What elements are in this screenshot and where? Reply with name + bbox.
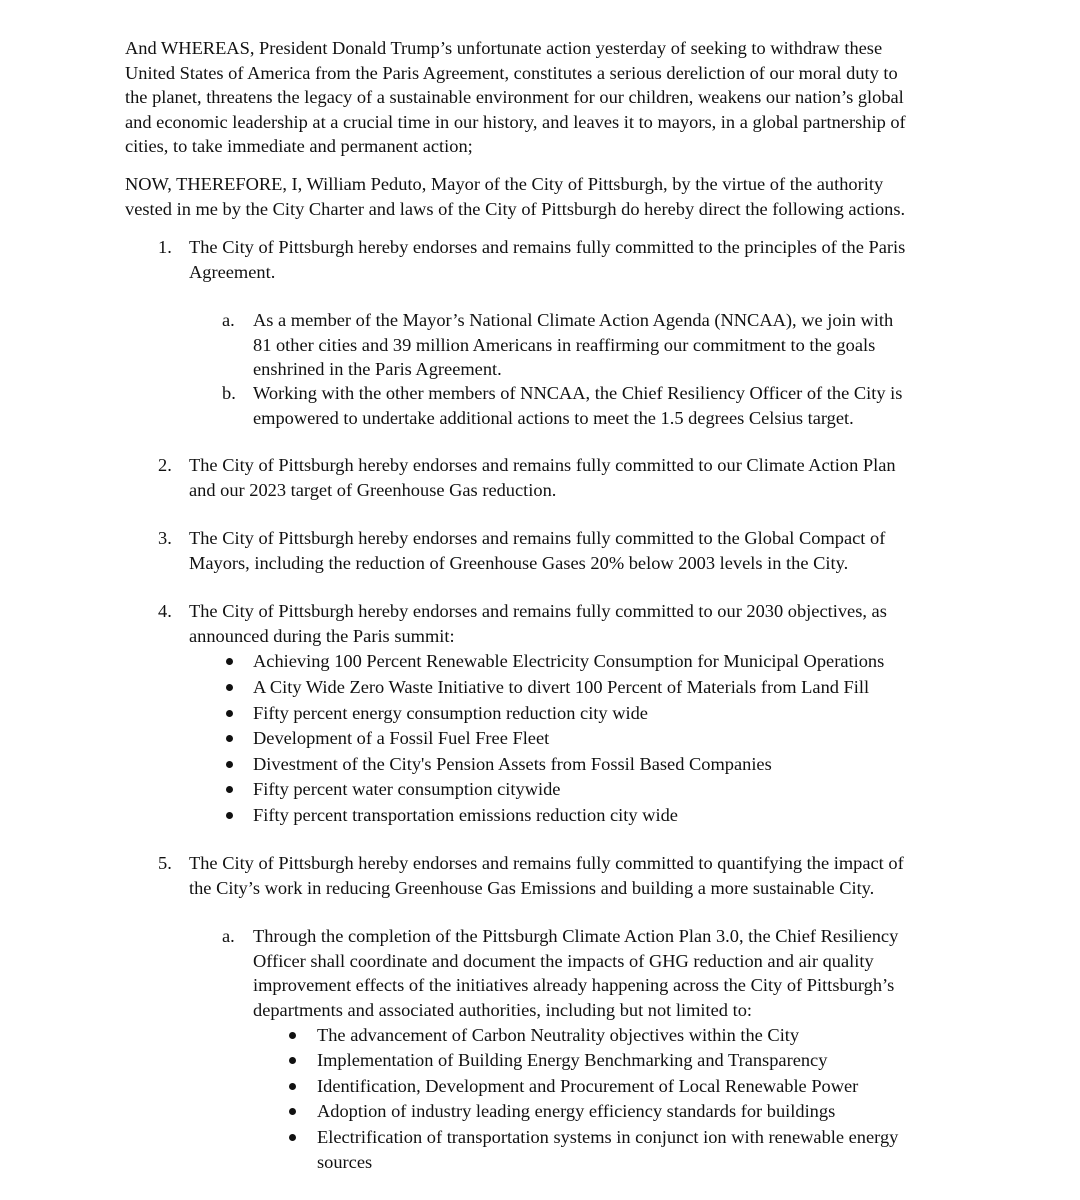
bullet-icon [226,684,233,691]
bullet-text: The advancement of Carbon Neutrality objectives within the City [317,1025,800,1045]
bullet-item [285,1074,858,1099]
bullet-item [222,701,648,726]
list-number: 5. [158,853,172,873]
text-line: The City of Pittsburgh hereby endorses and remains fully committed to quantifying the impact of [189,853,904,873]
text-line: and our 2023 target of Greenhouse Gas reduction. [189,479,557,500]
bullet-icon [226,658,233,665]
list-number: 1. [158,237,172,257]
bullet-icon [289,1032,296,1039]
text-line: NOW, THEREFORE, I, William Peduto, Mayor of the City of Pittsburgh, by the virtue of the authority [125,174,884,194]
bullet-icon [226,786,233,793]
text-line: announced during the Paris summit: [189,625,455,646]
bullet-text: Identification, Development and Procurement of Local Renewable Power [317,1076,859,1096]
bullet-icon [226,735,233,742]
text-line: empowered to undertake additional actions to meet the 1.5 degrees Celsius target. [253,407,854,428]
bullet-item [222,649,884,674]
bullet-text: A City Wide Zero Waste Initiative to divert 100 Percent of Materials from Land Fill [253,677,870,697]
text-line: the planet, threatens the legacy of a sustainable environment for our children, weakens our nation’s global [125,87,904,108]
bullet-item [222,777,560,802]
therefore-paragraph [125,172,975,221]
text-line: Officer shall coordinate and document the impacts of GHG reduction and air quality [253,950,874,971]
text-line: And WHEREAS, President Donald Trump’s unfortunate action yesterday of seeking to withdraw these [125,38,883,58]
bullet-text: Electrification of transportation systems in conjunct ion with renewable energy [317,1127,899,1147]
bullet-text: Fifty percent transportation emissions reduction city wide [253,805,678,825]
bullet-item [285,1125,898,1150]
list-number: 3. [158,528,172,548]
bullet-item [222,675,869,700]
list-item-1b [222,381,962,430]
bullet-item [222,752,772,777]
text-line: cities, to take immediate and permanent action; [125,136,473,157]
text-line: the City’s work in reducing Greenhouse Gas Emissions and building a more sustainable City. [189,877,875,898]
text-line: and economic leadership at a crucial time in our history, and leaves it to mayors, in a global partnership of [125,111,906,132]
list-item-1 [158,235,978,284]
bullet-icon [226,710,233,717]
text-line: The City of Pittsburgh hereby endorses and remains fully committed to the Global Compact of [189,528,886,548]
bullet-icon [289,1083,296,1090]
bullet-icon [289,1134,296,1141]
bullet-item [222,803,678,828]
text-line: The City of Pittsburgh hereby endorses and remains fully committed to our Climate Action Plan [189,455,896,475]
text-line: enshrined in the Paris Agreement. [253,359,502,380]
bullet-item [285,1048,827,1073]
bullet-text: Divestment of the City's Pension Assets from Fossil Based Companies [253,754,772,774]
bullet-item [222,726,549,751]
list-letter: a. [222,926,235,946]
bullet-text: Development of a Fossil Fuel Free Fleet [253,728,550,748]
list-number: 4. [158,601,172,621]
text-line: Mayors, including the reduction of Greenhouse Gases 20% below 2003 levels in the City. [189,552,849,573]
bullet-text: Implementation of Building Energy Benchmarking and Transparency [317,1050,828,1070]
bullet-icon [289,1108,296,1115]
text-line: United States of America from the Paris Agreement, constitutes a serious dereliction of our moral duty to [125,62,898,83]
bullet-icon [226,812,233,819]
text-line: Through the completion of the Pittsburgh Climate Action Plan 3.0, the Chief Resiliency [253,926,899,946]
list-number: 2. [158,455,172,475]
bullet-text: Fifty percent water consumption citywide [253,779,561,799]
bullet-text: sources [317,1152,373,1172]
bullet-text: Achieving 100 Percent Renewable Electricity Consumption for Municipal Operations [253,651,885,671]
text-line: departments and associated authorities, including but not limited to: [253,999,752,1020]
bullet-icon [226,761,233,768]
bullet-icon [289,1057,296,1064]
text-line: vested in me by the City Charter and laws of the City of Pittsburgh do hereby direct the following actions. [125,198,906,219]
list-letter: a. [222,310,235,330]
list-item-3 [158,526,978,575]
bullet-item [285,1099,835,1124]
bullet-item [285,1023,799,1048]
text-line: 81 other cities and 39 million Americans in reaffirming our commitment to the goals [253,334,876,355]
list-item-1a [222,308,962,382]
list-item-4 [158,599,978,648]
bullet-text: Adoption of industry leading energy efficiency standards for buildings [317,1101,836,1121]
list-item-5a [222,924,962,1022]
bullet-continuation [285,1150,372,1175]
text-line: The City of Pittsburgh hereby endorses and remains fully committed to the principles of the Paris [189,237,906,257]
text-line: The City of Pittsburgh hereby endorses and remains fully committed to our 2030 objectives, as [189,601,887,621]
list-item-5 [158,851,978,900]
text-line: Working with the other members of NNCAA, the Chief Resiliency Officer of the City is [253,383,903,403]
bullet-text: Fifty percent energy consumption reduction city wide [253,703,648,723]
list-item-2 [158,453,978,502]
text-line: Agreement. [189,261,276,282]
whereas-paragraph [125,36,975,159]
text-line: As a member of the Mayor’s National Climate Action Agenda (NNCAA), we join with [253,310,894,330]
list-letter: b. [222,383,236,403]
text-line: improvement effects of the initiatives already happening across the City of Pittsburgh’s [253,975,895,996]
